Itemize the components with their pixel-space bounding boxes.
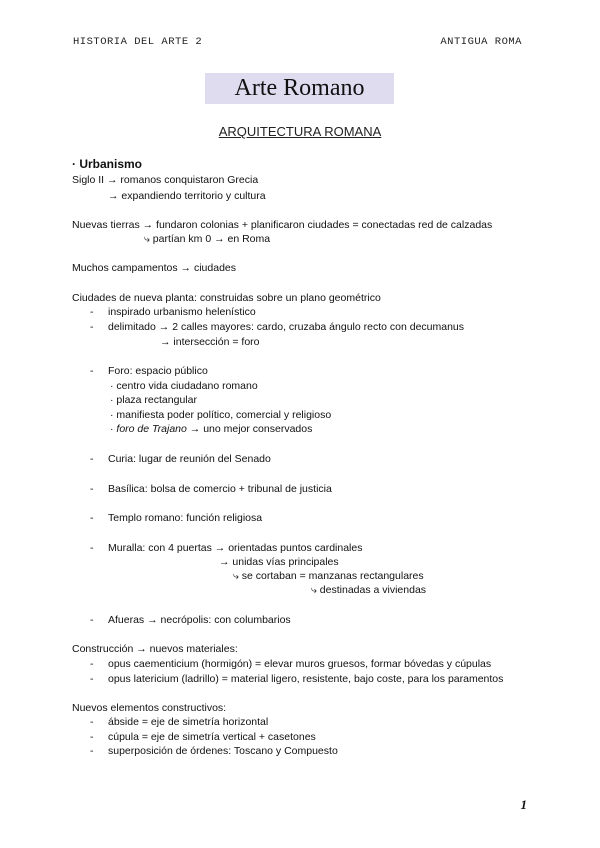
text-line: Siglo II → romanos conquistaron Grecia xyxy=(72,174,259,186)
text-line xyxy=(110,423,312,436)
text-line: → expandiendo territorio y cultura xyxy=(108,190,266,202)
text-line: · centro vida ciudadano romano xyxy=(110,380,258,392)
list-item: superposición de órdenes: Toscano y Compuesto xyxy=(108,745,338,757)
list-dash: - xyxy=(90,745,94,757)
list-item: cúpula = eje de simetría vertical + casetones xyxy=(108,731,316,743)
list-dash: - xyxy=(90,321,94,333)
list-dash: - xyxy=(90,483,94,495)
list-item: Afueras → necrópolis: con columbarios xyxy=(108,614,291,626)
list-item: Templo romano: función religiosa xyxy=(108,512,263,524)
text-line: Ciudades de nueva planta: construidas sobre un plano geométrico xyxy=(72,292,381,304)
heading-urbanismo: · Urbanismo xyxy=(72,157,143,171)
list-item: opus caementicium (hormigón) = elevar muros gruesos, formar bóvedas y cúpulas xyxy=(108,658,492,670)
list-dash: - xyxy=(90,512,94,524)
text-line: ⤷ destinadas a viviendas xyxy=(311,584,427,596)
italic-term: foro de Trajano xyxy=(116,423,187,435)
list-item: Basílica: bolsa de comercio + tribunal de justicia xyxy=(108,483,332,495)
text-line: → unidas vías principales xyxy=(219,556,339,568)
page-number: 1 xyxy=(520,797,527,812)
text-line: · manifiesta poder político, comercial y religioso xyxy=(110,409,332,421)
list-item: Foro: espacio público xyxy=(108,365,208,377)
text-fragment: → uno mejor conservados xyxy=(186,423,313,435)
text-line: Construcción → nuevos materiales: xyxy=(72,643,238,655)
list-dash: - xyxy=(90,731,94,743)
list-dash: - xyxy=(90,542,94,554)
text-line: Nuevos elementos constructivos: xyxy=(72,702,227,714)
list-item: Muralla: con 4 puertas → orientadas puntos cardinales xyxy=(108,542,363,554)
list-dash: - xyxy=(90,658,94,670)
section-subtitle: ARQUITECTURA ROMANA xyxy=(218,124,382,139)
text-line: ⤷ se cortaban = manzanas rectangulares xyxy=(233,570,424,582)
list-dash: - xyxy=(90,453,94,465)
bullet-dot: · xyxy=(110,423,117,435)
list-dash: - xyxy=(90,614,94,626)
list-item: ábside = eje de simetría horizontal xyxy=(108,716,269,728)
text-line: ⤷ partían km 0 → en Roma xyxy=(144,233,271,245)
text-line: · plaza rectangular xyxy=(110,394,197,406)
list-item: delimitado → 2 calles mayores: cardo, cruzaba ángulo recto con decumanus xyxy=(108,321,465,333)
list-item: inspirado urbanismo helenístico xyxy=(108,306,256,318)
header-left: HISTORIA DEL ARTE 2 xyxy=(73,36,203,48)
list-dash: - xyxy=(90,306,94,318)
list-item: opus latericium (ladrillo) = material ligero, resistente, bajo coste, para los paramentos xyxy=(108,673,504,685)
page-title: Arte Romano xyxy=(205,73,394,104)
list-dash: - xyxy=(90,365,94,377)
list-dash: - xyxy=(90,716,94,728)
list-item: Curia: lugar de reunión del Senado xyxy=(108,453,271,465)
text-line: Nuevas tierras → fundaron colonias + planificaron ciudades = conectadas red de calzadas xyxy=(72,219,493,231)
text-line: → intersección = foro xyxy=(160,336,260,348)
header-right: ANTIGUA ROMA xyxy=(440,36,522,48)
text-line: Muchos campamentos → ciudades xyxy=(72,262,236,274)
list-dash: - xyxy=(90,673,94,685)
